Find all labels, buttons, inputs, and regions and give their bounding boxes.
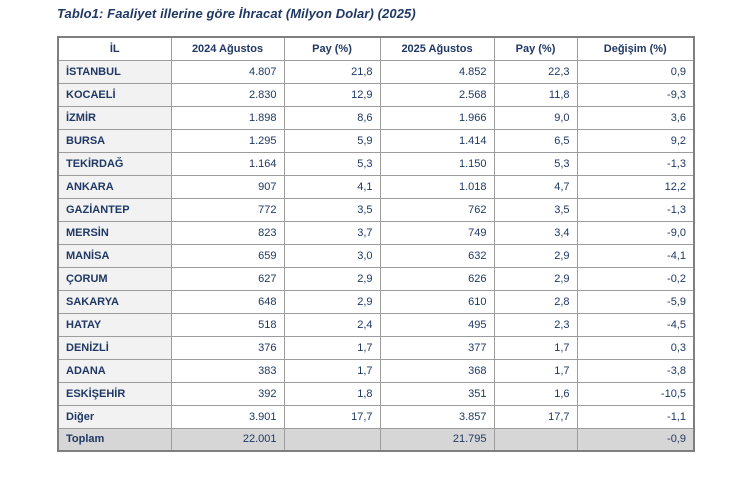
value-cell: 2.830 — [171, 83, 284, 106]
province-name-cell: ÇORUM — [58, 267, 171, 290]
table-row — [58, 221, 694, 244]
value-cell: 2,9 — [494, 267, 577, 290]
value-cell: -4,5 — [577, 313, 694, 336]
table-row — [58, 129, 694, 152]
column-header-2025-agustos: 2025 Ağustos — [380, 37, 494, 60]
value-cell: 3,0 — [284, 244, 380, 267]
province-name-cell: ANKARA — [58, 175, 171, 198]
value-cell: 772 — [171, 198, 284, 221]
column-header-pay-2025: Pay (%) — [494, 37, 577, 60]
total-label-cell: Toplam — [58, 428, 171, 451]
value-cell: 1.966 — [380, 106, 494, 129]
value-cell: 1,7 — [494, 359, 577, 382]
value-cell: 1.414 — [380, 129, 494, 152]
value-cell: 3,5 — [494, 198, 577, 221]
value-cell: 3.901 — [171, 405, 284, 428]
value-cell: 2,9 — [284, 290, 380, 313]
value-cell: 1.898 — [171, 106, 284, 129]
value-cell: 9,2 — [577, 129, 694, 152]
province-name-cell: İSTANBUL — [58, 60, 171, 83]
value-cell: 632 — [380, 244, 494, 267]
province-name-cell: DENİZLİ — [58, 336, 171, 359]
province-name-cell: Diğer — [58, 405, 171, 428]
table-row — [58, 382, 694, 405]
value-cell: 1,7 — [494, 336, 577, 359]
value-cell: 4,7 — [494, 175, 577, 198]
province-name-cell: TEKİRDAĞ — [58, 152, 171, 175]
table-row — [58, 359, 694, 382]
value-cell: 2.568 — [380, 83, 494, 106]
value-cell: 5,9 — [284, 129, 380, 152]
value-cell: 9,0 — [494, 106, 577, 129]
column-header-degisim: Değişim (%) — [577, 37, 694, 60]
value-cell: 2,4 — [284, 313, 380, 336]
province-name-cell: ADANA — [58, 359, 171, 382]
value-cell: 823 — [171, 221, 284, 244]
column-header-pay-2024: Pay (%) — [284, 37, 380, 60]
value-cell: 2,9 — [494, 244, 577, 267]
value-cell: 11,8 — [494, 83, 577, 106]
value-cell: 1.150 — [380, 152, 494, 175]
value-cell — [494, 428, 577, 451]
value-cell: 627 — [171, 267, 284, 290]
value-cell: 2,8 — [494, 290, 577, 313]
value-cell: 392 — [171, 382, 284, 405]
value-cell: 3,7 — [284, 221, 380, 244]
value-cell: -10,5 — [577, 382, 694, 405]
value-cell: 0,9 — [577, 60, 694, 83]
table-row — [58, 267, 694, 290]
table-row — [58, 244, 694, 267]
export-table — [57, 36, 695, 452]
table-title: Tablo1: Faaliyet illerine göre İhracat (Milyon Dolar) (2025) — [57, 6, 416, 21]
table-row — [58, 198, 694, 221]
value-cell: 4.852 — [380, 60, 494, 83]
value-cell: 22,3 — [494, 60, 577, 83]
value-cell: -9,0 — [577, 221, 694, 244]
province-name-cell: GAZİANTEP — [58, 198, 171, 221]
value-cell: 518 — [171, 313, 284, 336]
value-cell: 12,2 — [577, 175, 694, 198]
value-cell — [284, 428, 380, 451]
value-cell: 3,6 — [577, 106, 694, 129]
table-row — [58, 290, 694, 313]
value-cell: 1,7 — [284, 336, 380, 359]
value-cell: 1.164 — [171, 152, 284, 175]
province-name-cell: HATAY — [58, 313, 171, 336]
value-cell: -1,3 — [577, 152, 694, 175]
value-cell: 1.018 — [380, 175, 494, 198]
province-name-cell: KOCAELİ — [58, 83, 171, 106]
header-row — [58, 37, 694, 60]
value-cell: 17,7 — [284, 405, 380, 428]
value-cell: 610 — [380, 290, 494, 313]
table-row — [58, 152, 694, 175]
value-cell: -9,3 — [577, 83, 694, 106]
table-row — [58, 60, 694, 83]
value-cell: 368 — [380, 359, 494, 382]
value-cell: 351 — [380, 382, 494, 405]
value-cell: 4,1 — [284, 175, 380, 198]
value-cell: -0,2 — [577, 267, 694, 290]
value-cell: 17,7 — [494, 405, 577, 428]
table-row — [58, 313, 694, 336]
value-cell: 21,8 — [284, 60, 380, 83]
value-cell: 22.001 — [171, 428, 284, 451]
value-cell: 0,3 — [577, 336, 694, 359]
value-cell: 907 — [171, 175, 284, 198]
value-cell: 3,5 — [284, 198, 380, 221]
table-body — [58, 60, 694, 451]
province-name-cell: SAKARYA — [58, 290, 171, 313]
table-row — [58, 336, 694, 359]
table-row — [58, 83, 694, 106]
value-cell: 12,9 — [284, 83, 380, 106]
value-cell: 495 — [380, 313, 494, 336]
value-cell: 2,9 — [284, 267, 380, 290]
value-cell: 5,3 — [284, 152, 380, 175]
value-cell: 3,4 — [494, 221, 577, 244]
value-cell: 1,6 — [494, 382, 577, 405]
value-cell: 659 — [171, 244, 284, 267]
value-cell: 6,5 — [494, 129, 577, 152]
value-cell: 5,3 — [494, 152, 577, 175]
column-header-2024-agustos: 2024 Ağustos — [171, 37, 284, 60]
value-cell: 626 — [380, 267, 494, 290]
value-cell: 8,6 — [284, 106, 380, 129]
value-cell: 21.795 — [380, 428, 494, 451]
value-cell: 377 — [380, 336, 494, 359]
value-cell: -4,1 — [577, 244, 694, 267]
value-cell: 648 — [171, 290, 284, 313]
table-row — [58, 106, 694, 129]
table-row — [58, 175, 694, 198]
value-cell: 762 — [380, 198, 494, 221]
table-row — [58, 405, 694, 428]
value-cell: -5,9 — [577, 290, 694, 313]
value-cell: -1,1 — [577, 405, 694, 428]
province-name-cell: ESKİŞEHİR — [58, 382, 171, 405]
value-cell: 4.807 — [171, 60, 284, 83]
value-cell: -1,3 — [577, 198, 694, 221]
total-row — [58, 428, 694, 451]
value-cell: 1,7 — [284, 359, 380, 382]
value-cell: 1,8 — [284, 382, 380, 405]
province-name-cell: İZMİR — [58, 106, 171, 129]
value-cell: -0,9 — [577, 428, 694, 451]
province-name-cell: MANİSA — [58, 244, 171, 267]
value-cell: -3,8 — [577, 359, 694, 382]
value-cell: 376 — [171, 336, 284, 359]
column-header-il: İL — [58, 37, 171, 60]
value-cell: 1.295 — [171, 129, 284, 152]
value-cell: 749 — [380, 221, 494, 244]
value-cell: 3.857 — [380, 405, 494, 428]
province-name-cell: MERSİN — [58, 221, 171, 244]
province-name-cell: BURSA — [58, 129, 171, 152]
value-cell: 383 — [171, 359, 284, 382]
value-cell: 2,3 — [494, 313, 577, 336]
